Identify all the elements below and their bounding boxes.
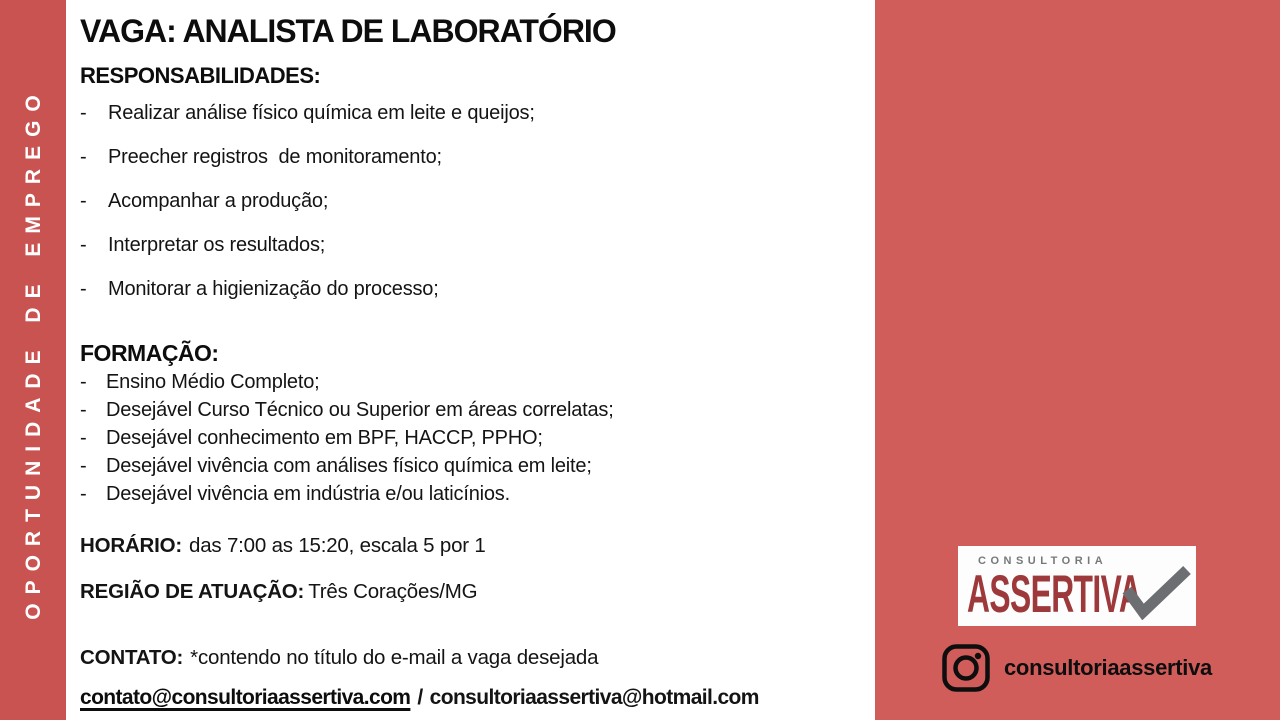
contact-note: *contendo no título do e-mail a vaga desejada [190, 646, 599, 669]
contact-line [80, 646, 598, 670]
bullet-dash: - [80, 102, 87, 124]
instagram-handle[interactable]: consultoriaassertiva [1004, 655, 1212, 680]
education-item-text: Desejável Curso Técnico ou Superior em áreas correlatas; [106, 399, 614, 421]
responsibility-item [80, 234, 325, 257]
instagram-row[interactable] [941, 643, 1212, 693]
primary-email-link[interactable]: contato@consultoriaassertiva.com [80, 686, 411, 709]
job-title: VAGA: ANALISTA DE LABORATÓRIO [80, 13, 616, 49]
logo-assertiva-text: ASSERTIVA [967, 565, 1142, 624]
responsibility-item [80, 102, 535, 125]
instagram-icon[interactable] [941, 643, 991, 693]
bullet-dash: - [80, 278, 87, 300]
schedule-value: das 7:00 as 15:20, escala 5 por 1 [189, 534, 486, 557]
bullet-dash: - [80, 190, 87, 212]
job-posting-body [66, 0, 875, 720]
responsibility-item [80, 146, 442, 169]
responsibility-item-text: Realizar análise físico química em leite e queijos; [108, 102, 535, 124]
bullet-dash: - [80, 146, 87, 168]
schedule-line [80, 534, 486, 558]
education-item-text: Desejável vivência com análises físico química em leite; [106, 455, 592, 477]
bullet-dash: - [80, 427, 87, 449]
responsibility-item [80, 278, 439, 301]
left-sidebar [0, 0, 66, 720]
secondary-email-link[interactable]: consultoriaassertiva@hotmail.com [429, 686, 759, 709]
education-item [80, 483, 510, 506]
region-label: REGIÃO DE ATUAÇÃO: [80, 580, 305, 603]
responsibility-item-text: Preecher registros de monitoramento; [108, 146, 442, 168]
education-item [80, 399, 614, 422]
responsibility-item-text: Interpretar os resultados; [108, 234, 326, 256]
bullet-dash: - [80, 483, 87, 505]
education-item [80, 455, 592, 478]
education-item [80, 371, 320, 394]
right-sidebar [875, 0, 1280, 720]
email-separator: / [417, 686, 423, 709]
region-line [80, 580, 477, 604]
bullet-dash: - [80, 371, 87, 393]
responsibility-item-text: Acompanhar a produção; [108, 190, 329, 212]
region-value: Três Corações/MG [308, 580, 478, 603]
schedule-label: HORÁRIO: [80, 534, 183, 557]
responsibility-item [80, 190, 328, 213]
checkmark-icon [1121, 564, 1193, 620]
vertical-banner-text: OPORTUNIDADE DE EMPREGO [22, 86, 45, 620]
education-item-text: Desejável vivência em indústria e/ou laticínios. [106, 483, 510, 505]
logo-consultoria-text: CONSULTORIA [978, 555, 1108, 567]
education-heading: FORMAÇÃO: [80, 340, 219, 366]
bullet-dash: - [80, 234, 87, 256]
education-item [80, 427, 543, 450]
bullet-dash: - [80, 455, 87, 477]
contact-label: CONTATO: [80, 646, 184, 669]
education-item-text: Ensino Médio Completo; [106, 371, 320, 393]
responsibility-item-text: Monitorar a higienização do processo; [108, 278, 439, 300]
assertiva-logo [958, 546, 1196, 626]
bullet-dash: - [80, 399, 87, 421]
responsibilities-heading: RESPONSABILIDADES: [80, 63, 321, 88]
email-line [80, 686, 759, 710]
education-item-text: Desejável conhecimento em BPF, HACCP, PPHO; [106, 427, 543, 449]
